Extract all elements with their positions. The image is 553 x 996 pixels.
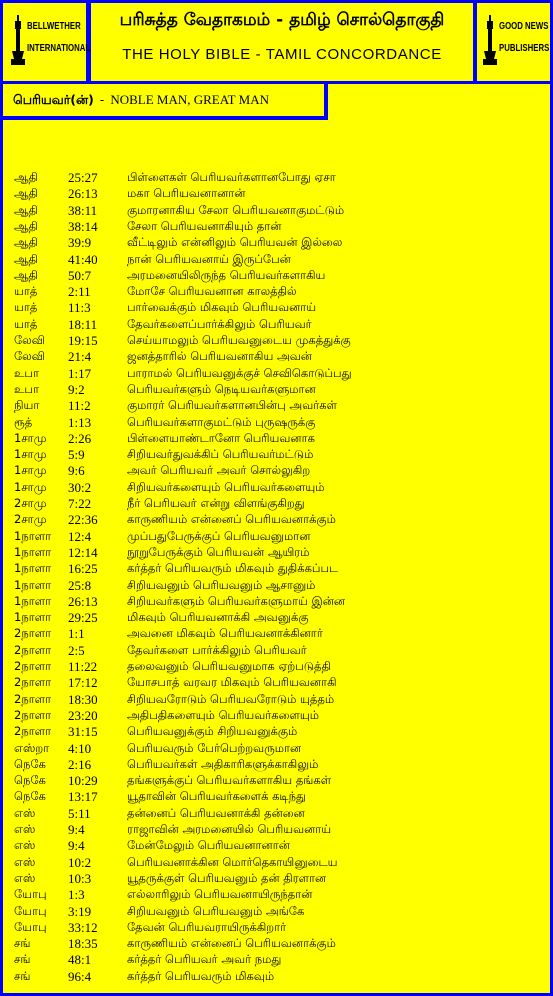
list-item (3, 871, 550, 887)
verse-snippet: தேவன் பெரியவராயிருக்கிறார் (127, 919, 287, 934)
verse-snippet: மகா பெரியவனானான் (127, 186, 246, 201)
book-abbrev: 1சாமு (14, 463, 47, 478)
verse-snippet: எல்லாரிலும் பெரியவனாயிருந்தான் (127, 887, 313, 902)
right-logo-line-1: GOOD NEWS (499, 21, 549, 32)
book-abbrev: 2நாளா (14, 626, 52, 641)
list-item (3, 252, 550, 268)
list-item (3, 545, 550, 561)
verse-reference: 2:16 (68, 756, 92, 772)
list-item (3, 235, 550, 251)
verse-reference: 1:3 (68, 887, 85, 903)
good-news-logo (477, 3, 550, 81)
verse-snippet: ராஜாவின் அரமனையில் பெரியவனாய் (127, 822, 332, 836)
verse-reference: 1:1 (68, 626, 85, 642)
verse-snippet: பெரியவரும் பேர்பெற்றவருமான (127, 740, 302, 755)
list-item (3, 936, 550, 952)
heading-separator: - (99, 92, 105, 107)
verse-snippet: கர்த்தர் பெரியவர் அவர் நமது (127, 952, 282, 967)
verse-snippet: முப்பதுபேருக்குப் பெரியவனுமான (127, 528, 311, 543)
verse-reference: 11:22 (68, 659, 98, 674)
title-banner (91, 3, 473, 81)
list-item (3, 447, 550, 463)
list-item (3, 349, 550, 365)
verse-snippet: தன்னைப் பெரியவனாக்கி தன்னை (127, 805, 305, 820)
verse-reference: 17:12 (68, 675, 98, 691)
verse-snippet: சிறியவர்துவக்கிப் பெரியவர்மட்டும் (127, 447, 314, 462)
verse-snippet: பெரியவனாக்கின மொர்தெகாயினுடைய (127, 854, 338, 869)
verse-snippet: தேவர்களை பார்க்கிலும் பெரியவர் (127, 642, 307, 657)
list-item (3, 415, 550, 431)
verse-snippet: கர்த்தர் பெரியவரும் மிகவும் (127, 968, 275, 983)
book-abbrev: 1சாமு (14, 447, 47, 462)
list-item (3, 382, 550, 398)
verse-snippet: யோசபாத் வரவர மிகவும் பெரியவனாகி (127, 675, 337, 690)
heading-english: NOBLE MAN, GREAT MAN (110, 92, 269, 107)
book-abbrev: 2நாளா (14, 659, 52, 673)
verse-reference: 5:9 (68, 447, 85, 463)
book-abbrev: நியா (14, 398, 40, 413)
book-abbrev: 1நாளா (14, 577, 52, 592)
book-abbrev: 2சாமு (14, 496, 47, 510)
list-item (3, 398, 550, 414)
list-item (3, 170, 550, 186)
candle-figure-icon (483, 15, 497, 67)
list-item (3, 203, 550, 219)
book-abbrev: எஸ் (14, 822, 36, 836)
list-item (3, 741, 550, 757)
list-item (3, 284, 550, 300)
verse-snippet: நான் பெரியவனாய் இருப்பேன் (127, 251, 291, 266)
verse-snippet: பாராமல் பெரியவனுக்குச் செவிகொடுப்பது (127, 365, 352, 380)
list-item (3, 708, 550, 724)
verse-reference: 10:2 (68, 854, 92, 870)
verse-snippet: பெரியவர்களும் நெடியவர்களுமான (127, 381, 316, 396)
verse-reference: 2:11 (68, 284, 91, 300)
book-abbrev: எஸ் (14, 805, 36, 820)
verse-reference: 10:3 (68, 870, 92, 886)
verse-snippet: நீர் பெரியவர் என்று விளங்குகிறது (127, 496, 305, 510)
verse-reference: 48:1 (68, 952, 92, 968)
list-item (3, 594, 550, 610)
book-abbrev: ஆதி (14, 218, 38, 233)
verse-reference: 29:25 (68, 610, 98, 626)
title-english: THE HOLY BIBLE - TAMIL CONCORDANCE (122, 46, 442, 63)
verse-snippet: மேன்மேலும் பெரியவனானான் (127, 838, 290, 853)
book-abbrev: 1நாளா (14, 528, 52, 543)
verse-snippet: காருணியம் என்னைப் பெரியவனாக்கும் (127, 936, 336, 951)
book-abbrev: 1நாளா (14, 561, 52, 576)
verse-snippet: அவர் பெரியவர் அவர் சொல்லுகிற (127, 463, 311, 478)
list-item (3, 219, 550, 235)
book-abbrev: யோபு (14, 903, 47, 918)
verse-reference: 3:19 (68, 903, 92, 919)
verse-reference: 16:25 (68, 561, 98, 577)
verse-reference: 26:13 (68, 186, 98, 202)
verse-snippet: பிள்ளைகள் பெரியவர்களானபோது ஏசா (127, 170, 336, 184)
list-item (3, 300, 550, 316)
verse-snippet: சிறியவர்களும் பெரியவர்களுமாய் இன்ன (127, 593, 345, 608)
book-abbrev: எஸ்றா (14, 740, 50, 755)
verse-snippet: யூதருக்குள் பெரியவனும் தன் திரளான (127, 870, 327, 885)
book-abbrev: சங் (14, 952, 31, 967)
book-abbrev: லேவி (14, 333, 45, 347)
list-item (3, 773, 550, 789)
verse-reference: 11:2 (68, 398, 91, 414)
book-abbrev: யாத் (14, 300, 38, 315)
verse-reference: 19:15 (68, 333, 98, 348)
book-abbrev: ஆதி (14, 170, 38, 184)
verse-reference: 31:15 (68, 724, 98, 740)
verse-reference: 21:4 (68, 349, 92, 365)
list-item (3, 838, 550, 854)
list-item (3, 724, 550, 740)
verse-reference: 9:2 (68, 381, 85, 397)
verse-snippet: பார்வைக்கும் மிகவும் பெரியவனாய் (127, 300, 317, 315)
list-item (3, 659, 550, 675)
book-abbrev: சங் (14, 936, 31, 951)
left-logo-line-1: BELLWETHER (27, 21, 81, 32)
verse-snippet: தலைவனும் பெரியவனுமாக ஏற்படுத்தி (127, 659, 331, 673)
verse-reference: 1:17 (68, 365, 92, 381)
verse-reference: 5:11 (68, 805, 91, 821)
verse-snippet: கர்த்தர் பெரியவரும் மிகவும் துதிக்கப்பட (127, 561, 339, 576)
verse-snippet: சேலா பெரியவனாகியும் தான் (127, 218, 282, 233)
title-tamil: பரிசுத்த வேதாகமம் - தமிழ் சொல்தொகுதி (119, 10, 445, 30)
book-abbrev: 2நாளா (14, 724, 52, 739)
book-abbrev: சங் (14, 968, 31, 983)
book-abbrev: 2நாளா (14, 691, 52, 706)
book-abbrev: ஆதி (14, 202, 38, 217)
verse-snippet: நூறுபேருக்கும் பெரியவன் ஆயிரம் (127, 544, 310, 559)
word-heading-box (3, 84, 328, 120)
book-abbrev: 1சாமு (14, 430, 47, 445)
verse-snippet: காருணியம் என்னைப் பெரியவனாக்கும் (127, 512, 336, 527)
verse-snippet: சிறியவர்களையும் பெரியவர்களையும் (127, 479, 325, 494)
book-abbrev: யோபு (14, 919, 47, 934)
verse-reference: 13:17 (68, 789, 98, 805)
verse-reference: 9:4 (68, 838, 85, 854)
list-item (3, 904, 550, 920)
list-item (3, 463, 550, 479)
book-abbrev: நெகே (14, 789, 46, 804)
list-item (3, 529, 550, 545)
verse-snippet: பெரியவனுக்கும் சிறியவனுக்கும் (127, 724, 298, 739)
verse-reference: 23:20 (68, 707, 98, 723)
verse-snippet: வீட்டிலும் என்னிலும் பெரியவன் இல்லை (127, 235, 343, 250)
book-abbrev: எஸ் (14, 870, 36, 885)
verse-reference: 12:4 (68, 528, 92, 544)
left-logo-line-2: INTERNATIONAL (27, 43, 91, 54)
book-abbrev: ஆதி (14, 251, 38, 266)
verse-reference: 2:5 (68, 642, 85, 658)
verse-snippet: மோசே பெரியவனான காலத்தில் (127, 284, 297, 299)
right-logo-line-2: PUBLISHERS (499, 43, 550, 54)
list-item (3, 822, 550, 838)
list-item (3, 692, 550, 708)
list-item (3, 675, 550, 691)
verse-snippet: பிள்ளையாண்டானோ பெரியவனாக (127, 430, 315, 445)
verse-snippet: யூதாவின் பெரியவர்களைக் கடிந்து (127, 789, 306, 804)
list-item (3, 952, 550, 968)
candle-figure-icon (11, 15, 25, 67)
book-abbrev: நெகே (14, 773, 46, 788)
book-abbrev: ஆதி (14, 267, 38, 282)
list-item (3, 969, 550, 985)
concordance-panel (3, 84, 550, 993)
book-abbrev: ரூத் (14, 414, 33, 429)
bellwether-logo (3, 3, 91, 81)
list-item (3, 855, 550, 871)
word-heading (13, 92, 269, 109)
verse-snippet: பெரியவர்கள் அதிகாரிகளுக்காகிலும் (127, 756, 319, 771)
verse-snippet: சிறியவனும் பெரியவனும் அங்கே (127, 903, 305, 918)
verse-reference: 38:11 (68, 202, 98, 218)
book-abbrev: 2சாமு (14, 512, 47, 527)
book-abbrev: 1சாமு (14, 479, 47, 494)
verse-reference: 38:14 (68, 218, 98, 234)
list-item (3, 920, 550, 936)
heading-tamil: பெரியவர்(ன்) (13, 92, 94, 107)
list-item (3, 610, 550, 626)
book-abbrev: 2நாளா (14, 642, 52, 657)
verse-reference: 25:8 (68, 577, 92, 593)
verse-reference: 9:6 (68, 463, 85, 479)
verse-reference: 39:9 (68, 235, 92, 251)
verse-reference: 18:11 (68, 316, 98, 332)
book-abbrev: யோபு (14, 887, 47, 902)
verse-reference: 18:30 (68, 691, 98, 707)
verse-reference: 11:3 (68, 300, 91, 316)
list-item (3, 643, 550, 659)
book-abbrev: 1நாளா (14, 593, 52, 608)
verse-reference: 2:26 (68, 430, 92, 446)
verse-snippet: அதிபதிகளையும் பெரியவர்களையும் (127, 707, 319, 722)
book-abbrev: 1நாளா (14, 544, 52, 559)
list-item (3, 333, 550, 349)
book-abbrev: எஸ் (14, 854, 36, 869)
verse-reference: 22:36 (68, 512, 98, 528)
list-item (3, 496, 550, 512)
book-abbrev: உபா (14, 365, 39, 380)
list-item (3, 578, 550, 594)
book-abbrev: எஸ் (14, 838, 36, 853)
verse-reference: 7:22 (68, 496, 92, 511)
verse-reference: 30:2 (68, 479, 92, 495)
book-abbrev: யாத் (14, 284, 38, 299)
book-abbrev: ஆதி (14, 186, 38, 201)
list-item (3, 561, 550, 577)
verse-snippet: குமாரர் பெரியவர்களானபின்பு அவர்கள் (127, 398, 337, 413)
list-item (3, 317, 550, 333)
list-item (3, 186, 550, 202)
list-item (3, 480, 550, 496)
verse-reference: 4:10 (68, 740, 92, 756)
verse-reference: 18:35 (68, 936, 98, 952)
book-abbrev: 1நாளா (14, 610, 52, 625)
verse-reference: 96:4 (68, 968, 92, 984)
verse-reference: 50:7 (68, 267, 92, 283)
book-abbrev: லேவி (14, 349, 45, 364)
verse-snippet: ஜனத்தாரில் பெரியவனாகிய அவன் (127, 349, 312, 364)
verse-reference: 33:12 (68, 919, 98, 935)
list-item (3, 431, 550, 447)
verse-snippet: பெரியவர்களாகுமட்டும் புருஷருக்கு (127, 414, 316, 429)
verse-reference: 1:13 (68, 414, 92, 430)
verse-reference: 10:29 (68, 773, 98, 789)
book-abbrev: ஆதி (14, 235, 38, 250)
verse-snippet: குமாரனாகிய சேலா பெரியவனாகுமட்டும் (127, 202, 345, 217)
list-item (3, 789, 550, 805)
book-abbrev: உபா (14, 381, 39, 396)
verse-snippet: தங்களுக்குப் பெரியவர்களாகிய தங்கள் (127, 773, 332, 788)
verse-snippet: தேவர்களைப்பார்க்கிலும் பெரியவர் (127, 316, 312, 331)
verse-reference: 9:4 (68, 822, 85, 837)
list-item (3, 512, 550, 528)
list-item (3, 757, 550, 773)
book-abbrev: யாத் (14, 316, 38, 331)
verse-snippet: அவனை மிகவும் பெரியவனாக்கினார் (127, 626, 323, 641)
book-abbrev: 2நாளா (14, 675, 52, 690)
verse-snippet: சிறியவரோடும் பெரியவரோடும் யுத்தம் (127, 691, 335, 706)
book-abbrev: 2நாளா (14, 707, 52, 722)
list-item (3, 366, 550, 382)
verse-reference: 26:13 (68, 593, 98, 609)
verse-snippet: செய்யாமலும் பெரியவனுடைய முகத்துக்கு (127, 333, 351, 347)
verse-reference: 41:40 (68, 251, 98, 267)
list-item (3, 806, 550, 822)
verse-snippet: மிகவும் பெரியவனாக்கி அவனுக்கு (127, 610, 309, 625)
list-item (3, 626, 550, 642)
book-abbrev: நெகே (14, 756, 46, 771)
verse-snippet: அரமனையிலிருந்த பெரியவர்களாகிய (127, 267, 326, 282)
verse-reference: 12:14 (68, 544, 98, 560)
verse-snippet: சிறியவனும் பெரியவனும் ஆசானும் (127, 577, 316, 592)
list-item (3, 268, 550, 284)
verse-reference: 25:27 (68, 170, 98, 185)
list-item (3, 887, 550, 903)
